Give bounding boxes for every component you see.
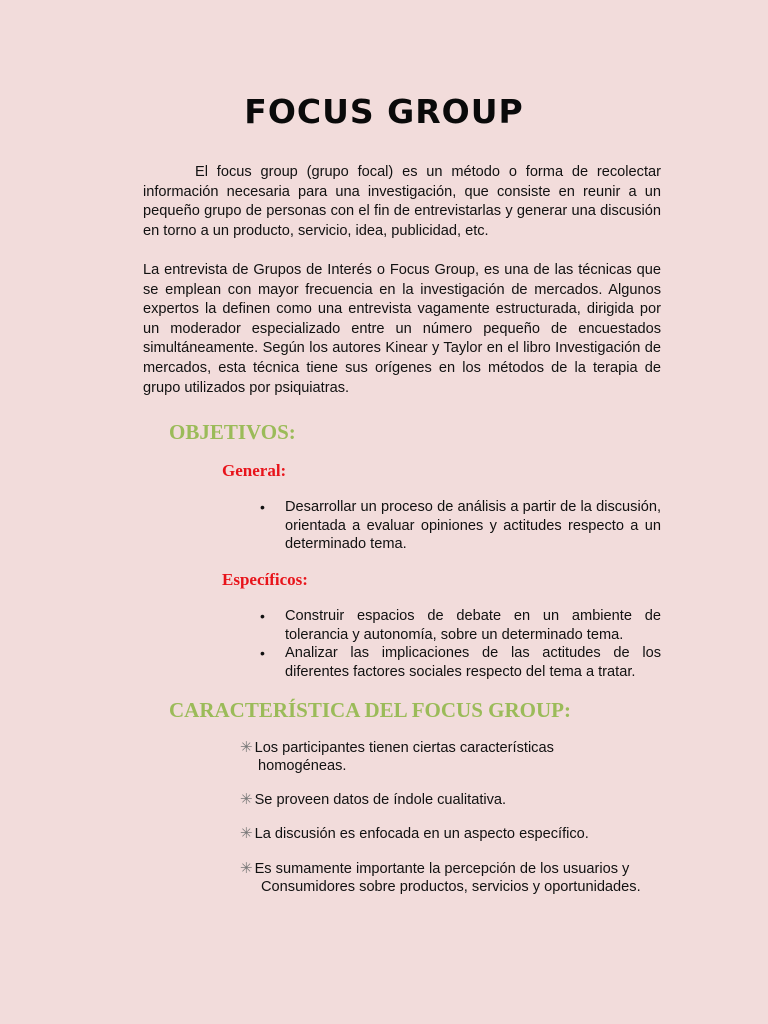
intro-paragraph-1: El focus group (grupo focal) es un método o forma de recolectar información necesaria para una investigación, que consiste en reunir a un pequeño grupo de personas con el fin de entrevistarlas y generar una discusión en torno a un producto, servicio, idea, publicidad, etc. (143, 164, 661, 239)
especificos-list (258, 607, 661, 681)
asterisk-icon: ✳ (240, 791, 253, 808)
list-item (258, 607, 661, 644)
list-item (240, 791, 670, 809)
intro-paragraph-2: La entrevista de Grupos de Interés o Focus Group, es una de las técnicas que se emplean con mayor frecuencia en la investigación de mercados. Algunos expertos la definen como una entrevista vagamente estructurada, dirigida por un moderador especializado entre un número pequeño de encuestados simultáneamente. Según los autores Kinear y Taylor en el libro Investigación de mercados, esta técnica tiene sus orígenes en los métodos de la terapia de grupo utilizados por psiquiatras. (143, 262, 661, 396)
list-item-text: Es sumamente importante la percepción de los usuarios y (254, 861, 630, 877)
general-heading: General: (222, 461, 287, 480)
list-item-text: Construir espacios de debate en un ambiente de tolerancia y autonomía, sobre un determinado tema. (285, 608, 661, 643)
bullet-icon: • (260, 645, 265, 661)
list-item-text: Desarrollar un proceso de análisis a partir de la discusión, orientada a evaluar opiniones y actitudes respecto a un determinado tema. (285, 499, 661, 552)
caracteristica-heading: CARACTERÍSTICA DEL FOCUS GROUP: (169, 698, 571, 722)
list-item (240, 739, 670, 775)
bullet-icon: • (260, 608, 265, 624)
especificos-heading: Específicos: (222, 570, 308, 589)
list-item (240, 860, 670, 896)
list-item-text: Se proveen datos de índole cualitativa. (254, 792, 507, 808)
list-item (258, 498, 661, 554)
list-item-text-continued: homogéneas. (258, 758, 347, 774)
document-title: FOCUS GROUP (244, 92, 524, 131)
asterisk-icon: ✳ (240, 860, 253, 877)
list-item-text: La discusión es enfocada en un aspecto específico. (254, 826, 589, 842)
list-item-text: Analizar las implicaciones de las actitudes de los diferentes factores sociales respecto del tema a tratar. (285, 645, 661, 680)
list-item (258, 644, 661, 681)
objetivos-heading: OBJETIVOS: (169, 420, 296, 444)
list-item (240, 825, 670, 843)
list-item-text: Los participantes tienen ciertas características (254, 740, 554, 756)
asterisk-icon: ✳ (240, 825, 253, 842)
list-item-text-continued: Consumidores sobre productos, servicios y oportunidades. (261, 879, 641, 895)
bullet-icon: • (260, 499, 265, 515)
general-list (258, 498, 661, 554)
asterisk-icon: ✳ (240, 739, 253, 756)
